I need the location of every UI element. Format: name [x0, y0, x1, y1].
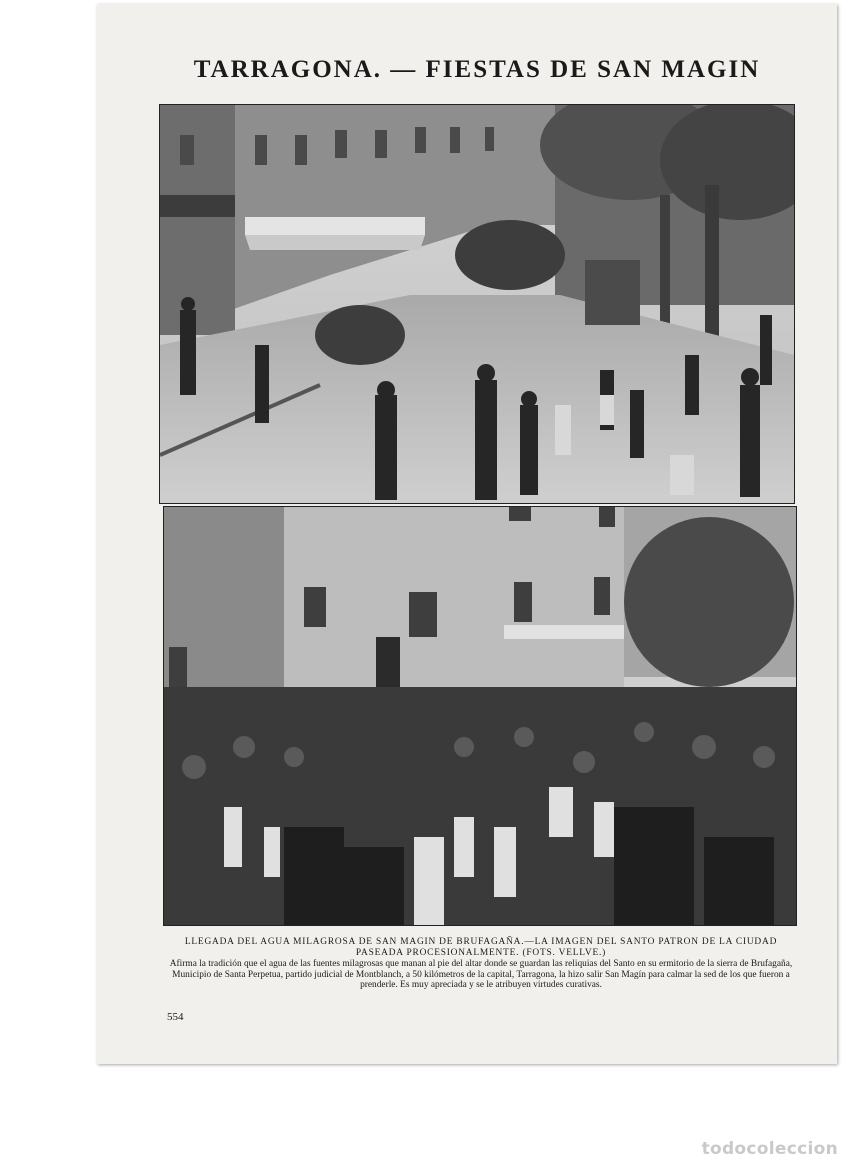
page-title: TARRAGONA. — FIESTAS DE SAN MAGIN	[193, 56, 761, 83]
caption-body: Afirma la tradición que el agua de las fuentes milagrosas que manan al pie del altar donde se guardan las reliquias del Santo en su ermitorio de la sierra de Brufagaña, Municipio de Santa Perpetua, partido judicial de Montblanch, a 50 kilómetros de la capital, Tarragona, la hizo salir San Magín para calmar la sed de los que fueron a prenderle. Es muy apreciada y se le atribuyen virtudes curativas.	[169, 959, 793, 990]
magazine-page	[97, 4, 837, 1064]
photo-caption	[165, 937, 797, 991]
caption-heading: LLEGADA DEL AGUA MILAGROSA DE SAN MAGIN DE BRUFAGAÑA.—LA IMAGEN DEL SANTO PATRON DE LA CIUDAD PASEADA PROCESIONALMENTE. (FOTS. VELLVE.)	[184, 937, 778, 958]
page-number: 554	[167, 1011, 184, 1023]
photo-street-procession	[159, 104, 795, 504]
photo-saint-procession	[163, 506, 797, 926]
watermark-logo: todocoleccion	[701, 1139, 838, 1159]
